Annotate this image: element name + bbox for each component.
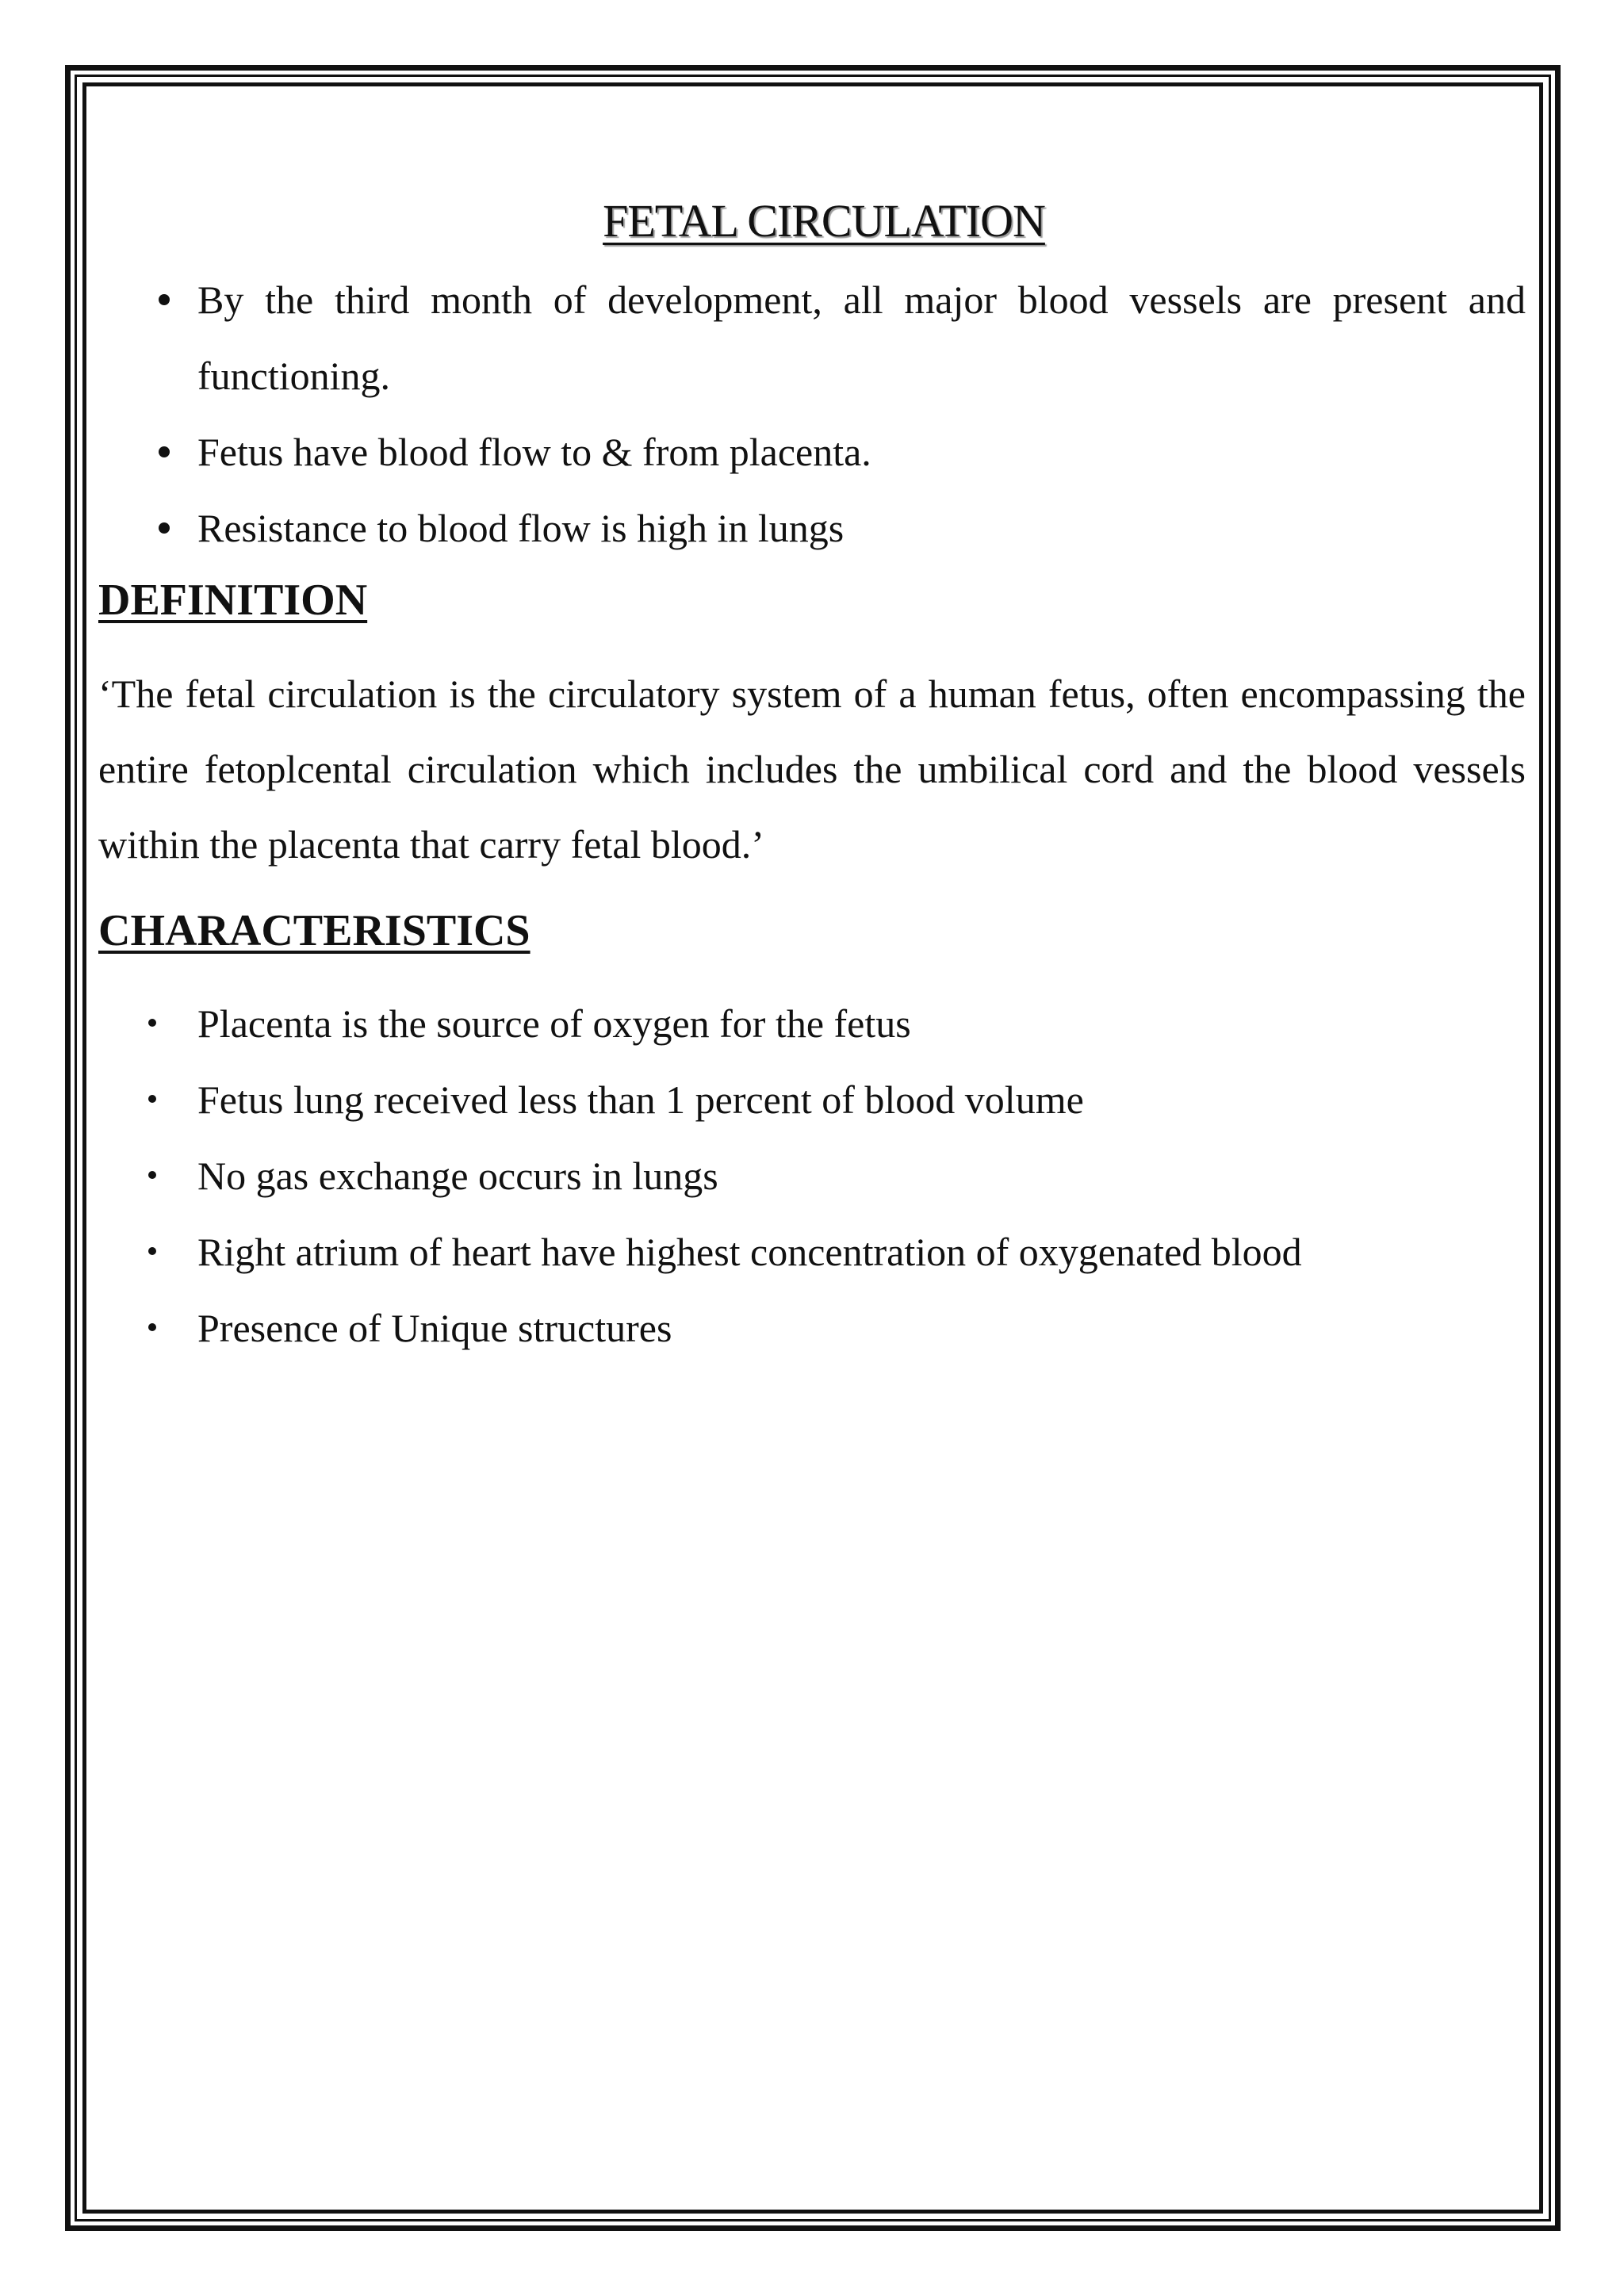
characteristics-item: Fetus lung received less than 1 percent of blood volume	[98, 1062, 1526, 1138]
page-content	[98, 194, 1526, 1366]
intro-bullet-item: By the third month of development, all major blood vessels are present and functioning.	[98, 262, 1526, 414]
characteristics-item: No gas exchange occurs in lungs	[98, 1138, 1526, 1214]
intro-bullet-item: Fetus have blood flow to & from placenta.	[98, 414, 1526, 490]
characteristics-item: Presence of Unique structures	[98, 1290, 1526, 1366]
definition-heading: DEFINITION	[98, 576, 368, 625]
intro-bullet-item: Resistance to blood flow is high in lungs	[98, 490, 1526, 566]
characteristics-heading: CHARACTERISTICS	[98, 906, 530, 955]
characteristics-item: Right atrium of heart have highest concentration of oxygenated blood	[98, 1214, 1526, 1290]
characteristics-list	[98, 985, 1526, 1366]
characteristics-item: Placenta is the source of oxygen for the fetus	[98, 985, 1526, 1062]
page-title: FETAL CIRCULATION	[603, 195, 1045, 247]
intro-bullet-list	[98, 262, 1526, 566]
definition-text: ‘The fetal circulation is the circulatory system of a human fetus, often encompassing the entire fetoplcental circulation which includes the umbilical cord and the blood vessels within the placenta that carry fetal blood.’	[98, 672, 1526, 867]
